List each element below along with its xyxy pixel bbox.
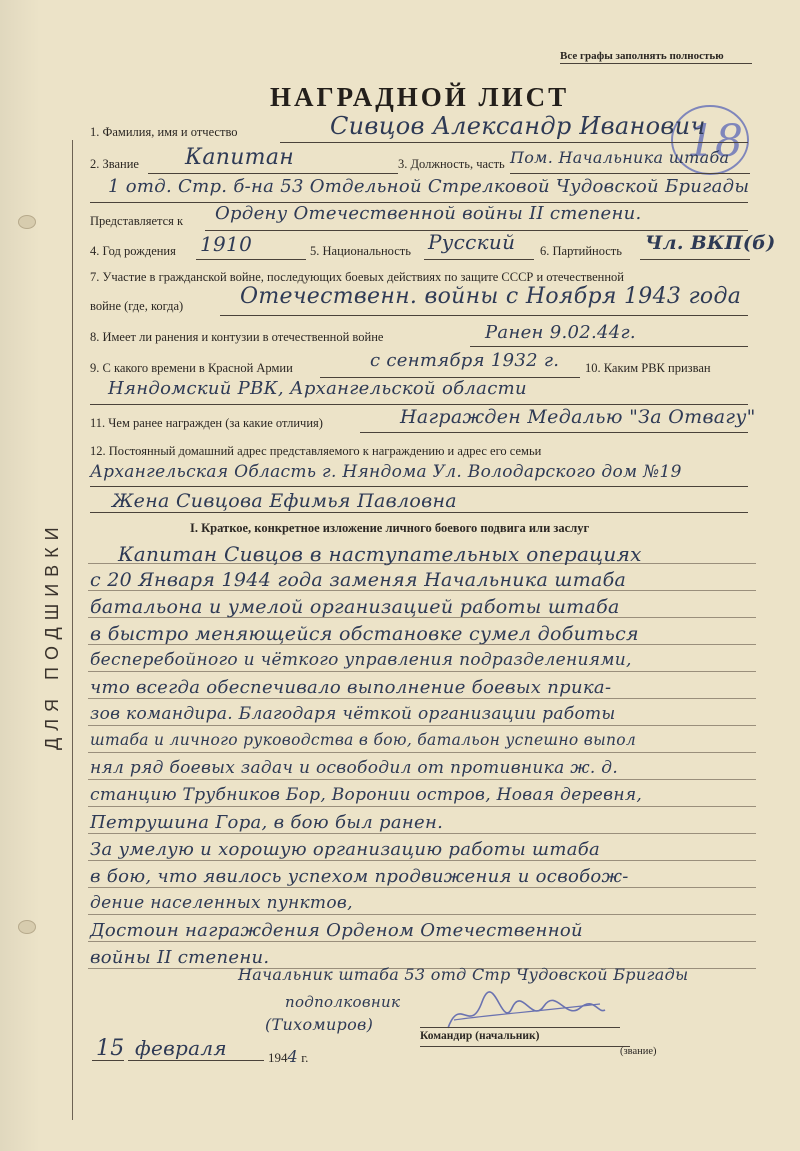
ruled-line xyxy=(88,779,756,780)
narrative-line: Петрушина Гора, в бою был ранен. xyxy=(90,812,444,833)
ruled-line xyxy=(88,887,756,888)
field-12-value-1: Архангельская Область г. Няндома Ул. Володарского дом №19 xyxy=(90,462,682,482)
date-year-end: г. xyxy=(301,1050,309,1065)
narrative-line: Достоин награждения Орденом Отечественной xyxy=(90,920,583,941)
field-12-label: 12. Постоянный домашний адрес представляемого к награждению и адрес его семьи xyxy=(90,444,542,458)
ruled-line xyxy=(88,752,756,753)
field-4-line xyxy=(196,259,306,260)
field-1-line xyxy=(280,142,748,143)
narrative-line: дение населенных пунктов, xyxy=(90,893,353,913)
narrative-line: станцию Трубников Бор, Воронии остров, Новая деревня, xyxy=(90,785,643,805)
field-9-label: 9. С какого времени в Красной Армии xyxy=(90,361,293,375)
field-7-line xyxy=(220,315,748,316)
narrative-line: войны II степени. xyxy=(90,947,270,968)
date-month: февраля xyxy=(135,1036,227,1060)
ruled-line xyxy=(88,914,756,915)
narrative-line: зов командира. Благодаря чёткой организации работы xyxy=(90,704,616,724)
signer-position: Начальник штаба 53 отд Стр Чудовской Бригады xyxy=(238,965,689,984)
field-10-value: Няндомский РВК, Архангельской области xyxy=(108,378,527,399)
side-label xyxy=(14,440,74,760)
signature-line xyxy=(420,1027,620,1028)
field-4-value: 1910 xyxy=(200,232,253,256)
field-3-label: 3. Должность, часть xyxy=(398,157,505,171)
ruled-line xyxy=(88,725,756,726)
ruled-line xyxy=(88,806,756,807)
binding-hole xyxy=(18,215,36,229)
field-6-value: Чл. ВКП(б) xyxy=(645,232,776,254)
date-year-suffix: 4 xyxy=(287,1047,298,1066)
field-4-label: 4. Год рождения xyxy=(90,244,176,258)
commander-label: Командир (начальник) xyxy=(420,1030,540,1042)
svg-text:ДЛЯ ПОДШИВКИ: ДЛЯ ПОДШИВКИ xyxy=(42,520,62,750)
nominated-label: Представляется к xyxy=(90,214,184,228)
field-2-line xyxy=(148,173,398,174)
date-day: 15 xyxy=(96,1036,125,1061)
fill-instruction: Все графы заполнять полностью xyxy=(560,50,724,62)
narrative-line: Капитан Сивцов в наступательных операциях xyxy=(118,542,642,566)
svg-text:18: 18 xyxy=(687,116,743,167)
rank-label: (звание) xyxy=(620,1046,657,1057)
narrative-line: бесперебойного и чёткого управления подразделениями, xyxy=(90,650,632,670)
signer-rank: подполковник xyxy=(285,993,401,1011)
ruled-line xyxy=(88,860,756,861)
signer-name: (Тихомиров) xyxy=(265,1015,374,1034)
side-label-text xyxy=(14,440,74,760)
field-8-line xyxy=(470,346,748,347)
field-8-label: 8. Имеет ли ранения и контузии в отечественной войне xyxy=(90,330,384,344)
field-3-line xyxy=(510,173,750,174)
field-10-label: 10. Каким РВК призван xyxy=(585,361,711,375)
ruled-line xyxy=(88,941,756,942)
field-11-label: 11. Чем ранее награжден (за какие отличия) xyxy=(90,416,323,430)
narrative-line: нял ряд боевых задач и освободил от противника ж. д. xyxy=(90,758,619,778)
note-underline xyxy=(560,63,752,64)
field-11-line xyxy=(360,432,748,433)
narrative-line: что всегда обеспечивало выполнение боевых прика- xyxy=(90,677,612,698)
narrative-line: батальона и умелой организацией работы штаба xyxy=(90,596,620,618)
field-7-label-2: войне (где, когда) xyxy=(90,299,184,313)
narrative-line: с 20 Января 1944 года заменяя Начальника штаба xyxy=(90,569,627,591)
field-12-value-2: Жена Сивцова Ефимья Павловна xyxy=(112,490,457,512)
ruled-line xyxy=(88,833,756,834)
ruled-line xyxy=(88,671,756,672)
nominated-value: Ордену Отечественной войны II степени. xyxy=(215,203,642,224)
field-7-label-1: 7. Участие в гражданской войне, последующих боевых действиях по защите СССР и отечественной xyxy=(90,270,624,284)
field-7-value: Отечественн. войны с Ноября 1943 года xyxy=(240,284,742,309)
page-title: НАГРАДНОЙ ЛИСТ xyxy=(270,82,570,112)
rank-line xyxy=(420,1046,630,1047)
field-3-value: Пом. Начальника штаба xyxy=(510,148,730,167)
narrative-line: в быстро меняющейся обстановке сумел добиться xyxy=(90,623,639,645)
narrative-line: За умелую и хорошую организацию работы штаба xyxy=(90,839,601,860)
field-1-label: 1. Фамилия, имя и отчество xyxy=(90,125,238,139)
field-6-label: 6. Партийность xyxy=(540,244,622,258)
field-5-line xyxy=(424,259,534,260)
field-11-value: Награжден Медалью "За Отвагу" xyxy=(400,406,756,428)
field-3-value-cont: 1 отд. Стр. б-на 53 Отдельной Стрелковой Чудовской Бригады xyxy=(108,176,750,197)
field-2-label: 2. Звание xyxy=(90,157,139,171)
field-8-value: Ранен 9.02.44г. xyxy=(485,322,636,343)
date-year xyxy=(268,1047,308,1066)
field-5-label: 5. Национальность xyxy=(310,244,411,258)
field-2-value: Капитан xyxy=(185,145,295,170)
field-12-line-1 xyxy=(90,486,748,487)
binding-hole xyxy=(18,920,36,934)
ruled-line xyxy=(88,698,756,699)
field-5-value: Русский xyxy=(428,230,516,254)
field-10-line xyxy=(90,404,748,405)
field-1-value: Сивцов Александр Иванович xyxy=(330,112,706,140)
date-year-prefix: 194 xyxy=(268,1050,288,1065)
narrative-line: штаба и личного руководства в бою, батальон успешно выпол xyxy=(90,731,637,749)
date-month-line xyxy=(128,1060,264,1061)
narrative-line: в бою, что явилось успехом продвижения и освобож- xyxy=(90,866,629,887)
section-title: I. Краткое, конкретное изложение личного боевого подвига или заслуг xyxy=(190,521,590,535)
field-6-line xyxy=(640,259,750,260)
field-12-line-2 xyxy=(90,512,748,513)
field-9-value: с сентября 1932 г. xyxy=(370,350,560,371)
